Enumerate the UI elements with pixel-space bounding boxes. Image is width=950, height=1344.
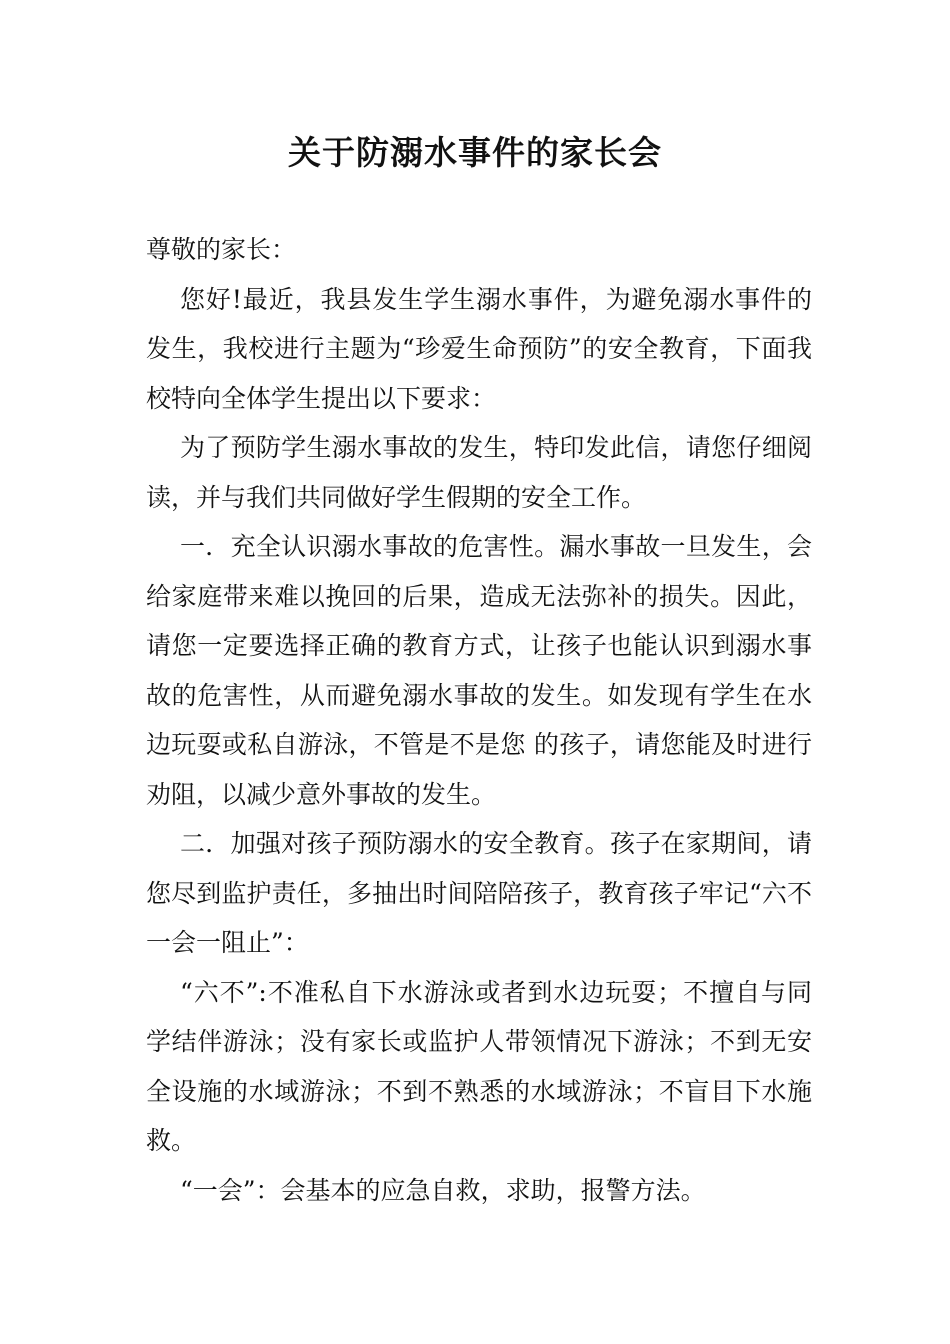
document-body <box>146 225 812 1215</box>
paragraph-greeting: 您好!最近，我县发生学生溺水事件，为避免溺水事件的发生，我校进行主题为“珍爱生命预防”的安全教育，下面我校特向全体学生提出以下要求： <box>146 284 812 413</box>
paragraph-one-skill: “一会”：会基本的应急自救，求助，报警方法。 <box>180 1175 706 1205</box>
salutation: 尊敬的家长： <box>146 235 297 264</box>
paragraph-section-one: 一．充全认识溺水事故的危害性。漏水事故一旦发生，会给家庭带来难以挽回的后果，造成无法弥补的损失。因此，请您一定要选择正确的教育方式，让孩子也能认识到溺水事故的危害性，从而避免溺水事故的发生。如发现有学生在水边玩耍或私自游泳，不管是不是您 的孩子，请您能及时进行劝阻，以减少意外事故的发生。 <box>146 532 812 809</box>
paragraph-six-nots: “六不”:不准私自下水游泳或者到水边玩耍；不擅自与同学结伴游泳；没有家长或监护人带领情况下游泳；不到无安全设施的水域游泳；不到不熟悉的水域游泳；不盲目下水施救。 <box>146 977 812 1155</box>
paragraph-purpose: 为了预防学生溺水事故的发生，特印发此信，请您仔细阅读，并与我们共同做好学生假期的安全工作。 <box>146 433 812 512</box>
paragraph-section-two: 二．加强对孩子预防溺水的安全教育。孩子在家期间，请您尽到监护责任，多抽出时间陪陪孩子，教育孩子牢记“六不一会一阻止”： <box>146 829 812 957</box>
document-title: 关于防溺水事件的家长会 <box>288 133 662 172</box>
